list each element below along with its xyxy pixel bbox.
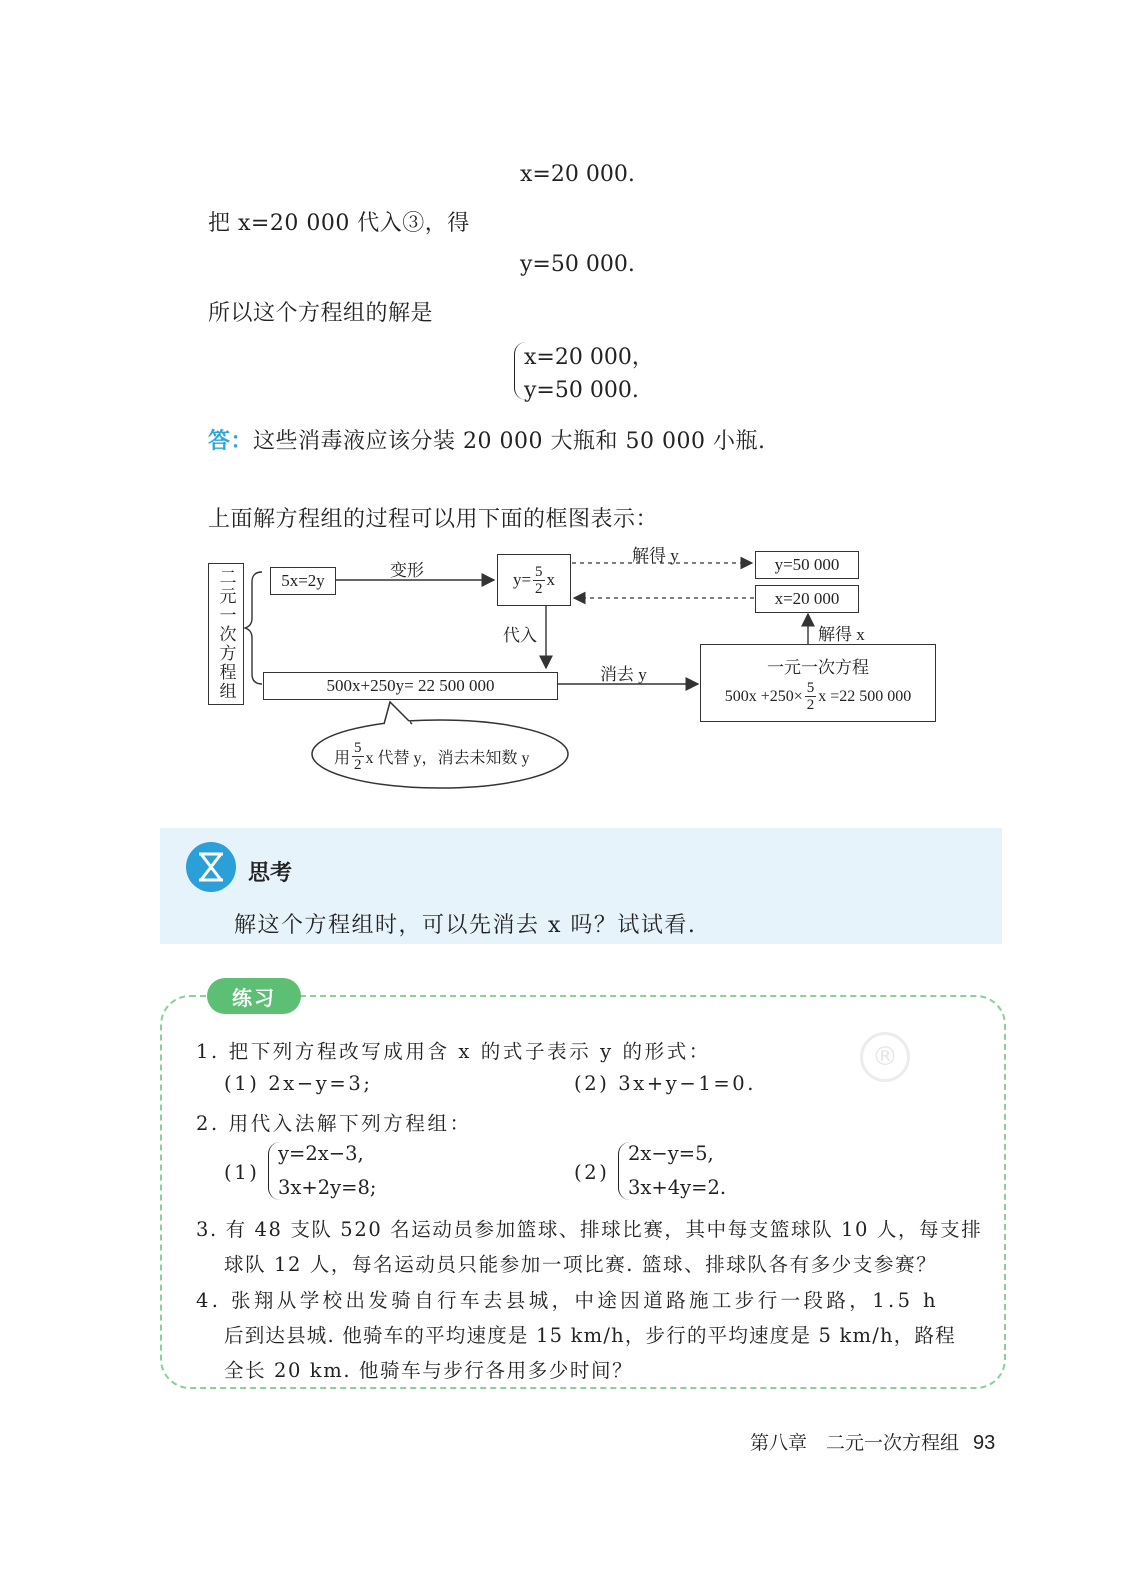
- substitute-line: 把 x=20 000 代入③，得: [208, 211, 470, 236]
- fraction-5-2: [533, 564, 545, 597]
- linear-frac-den: 2: [806, 697, 815, 713]
- bubble-frac-den: 2: [354, 757, 362, 773]
- box-equation-1: 5x=2y: [270, 567, 336, 595]
- bubble-frac-num: 5: [354, 740, 362, 756]
- linear-eq-right: x =22 500 000: [818, 687, 912, 705]
- exercise-q2: 2. 用代入法解下列方程组：: [196, 1112, 472, 1135]
- box-x-result: x=20 000: [755, 585, 859, 613]
- frac-num: 5: [535, 563, 543, 580]
- exercise-q2-b-label: (2): [574, 1161, 610, 1184]
- transformed-y: y=: [512, 570, 532, 589]
- label-substitute: 代入: [503, 626, 537, 645]
- exercise-q4-line-3: 全长 20 km. 他骑车与步行各用多少时间？: [224, 1359, 634, 1382]
- answer-text: 这些消毒液应该分装 20 000 大瓶和 50 000 小瓶.: [253, 429, 766, 454]
- q2-a-row-2: 3x+2y=8;: [278, 1176, 377, 1199]
- linear-fraction: [805, 680, 817, 713]
- diagram-intro: 上面解方程组的过程可以用下面的框图表示：: [208, 507, 659, 532]
- exercise-q2-a-system: [268, 1142, 468, 1204]
- equation-y-result: y=50 000.: [520, 252, 635, 277]
- exercise-q1-a: (1) 2x−y=3;: [224, 1072, 373, 1095]
- q2-b-row-2: 3x+4y=2.: [628, 1176, 727, 1199]
- exercise-q2-b-system: [618, 1142, 818, 1204]
- exercise-q2-a-label: (1): [224, 1161, 260, 1184]
- side-label: 二元一次方程组: [216, 567, 236, 701]
- frac-den: 2: [535, 580, 543, 597]
- think-title: 思考: [248, 861, 293, 886]
- box-equation-2: 500x+250y= 22 500 000: [263, 672, 558, 700]
- page-footer: [750, 1428, 995, 1455]
- q2-a-row-1: y=2x−3,: [278, 1142, 364, 1165]
- exercise-q4-line-1: 4. 张翔从学校出发骑自行车去县城，中途因道路施工步行一段路，1.5 h: [196, 1289, 939, 1312]
- box-linear-equation: [700, 644, 936, 722]
- linear-eq-left: 500x +250×: [724, 687, 803, 705]
- side-label-box: [208, 563, 244, 705]
- equation-x-result: x=20 000.: [520, 162, 635, 187]
- exercise-q3-line-1: 3. 有 48 支队 520 名运动员参加篮球、排球比赛，其中每支篮球队 10 人，每支排: [196, 1218, 983, 1241]
- label-solve-x: 解得 x: [818, 625, 865, 644]
- bubble-pre: 用: [334, 750, 351, 767]
- bubble-text: [334, 740, 530, 773]
- bubble-post: x 代替 y，消去未知数 y: [365, 750, 530, 767]
- exercise-tag: 练习: [207, 978, 301, 1014]
- q2-b-row-1: 2x−y=5,: [628, 1142, 714, 1165]
- label-solve-y: 解得 y: [632, 546, 679, 565]
- bubble-fraction: [352, 740, 364, 773]
- system-row-2: y=50 000.: [524, 378, 639, 403]
- linear-title: 一元一次方程: [767, 658, 869, 677]
- exercise-q4-line-2: 后到达县城. 他骑车的平均速度是 15 km/h，步行的平均速度是 5 km/h，路程: [224, 1324, 956, 1347]
- transformed-x: x: [546, 570, 556, 589]
- system-row-1: x=20 000，: [524, 345, 654, 370]
- think-text: 解这个方程组时，可以先消去 x 吗？试试看.: [234, 913, 697, 938]
- exercise-q1: 1. 把下列方程改写成用含 x 的式子表示 y 的形式：: [196, 1040, 711, 1063]
- exercise-q1-b: (2) 3x+y−1=0.: [574, 1072, 757, 1095]
- box-transformed: [497, 554, 571, 606]
- exercise-q3-line-2: 球队 12 人，每名运动员只能参加一项比赛. 篮球、排球队各有多少支参赛？: [224, 1253, 938, 1276]
- label-transform: 变形: [390, 561, 424, 580]
- registered-watermark: ®: [860, 1032, 910, 1082]
- box-y-result: y=50 000: [755, 551, 859, 579]
- page-number: 93: [973, 1432, 996, 1454]
- answer-label: 答：: [208, 428, 254, 454]
- hourglass-icon: [186, 842, 236, 892]
- solution-intro-line: 所以这个方程组的解是: [208, 301, 434, 326]
- linear-equation: [725, 680, 912, 713]
- label-eliminate: 消去 y: [600, 665, 647, 684]
- linear-frac-num: 5: [806, 680, 815, 696]
- chapter-title: 第八章 二元一次方程组: [750, 1432, 960, 1454]
